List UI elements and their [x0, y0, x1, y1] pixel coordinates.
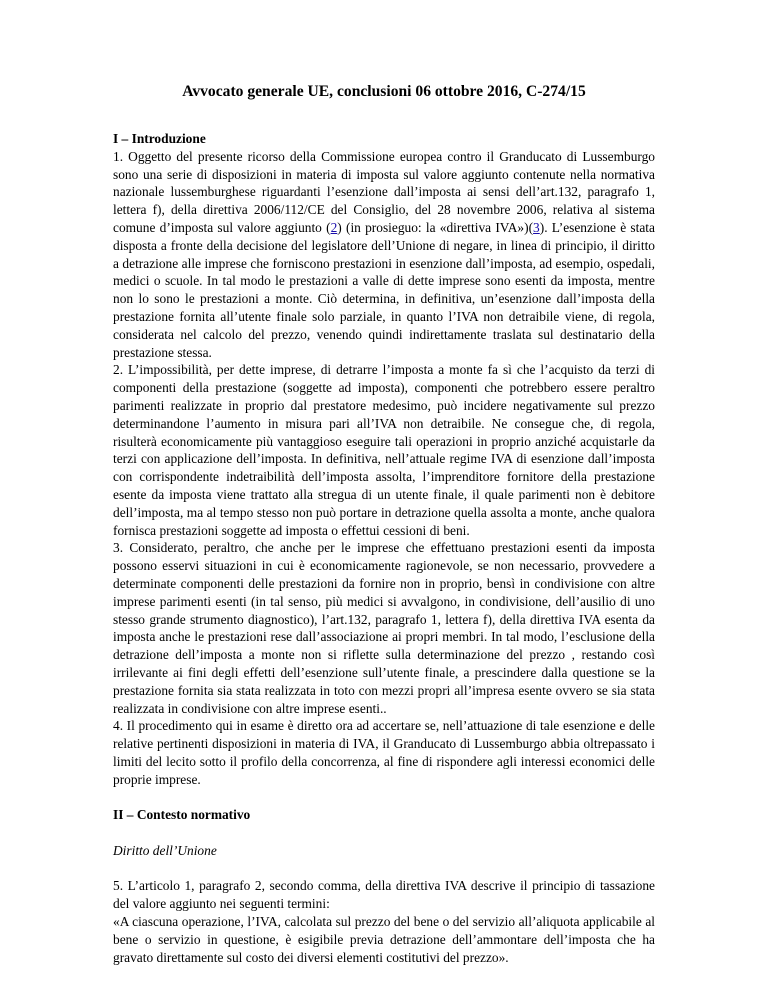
footnote-link-3[interactable]: 3 — [533, 219, 540, 235]
footnote-link-2[interactable]: 2 — [330, 219, 338, 235]
document-page — [113, 82, 655, 966]
section-heading-introduzione: I – Introduzione — [113, 131, 206, 146]
spacer — [113, 824, 655, 842]
paragraph-5-quote: «A ciascuna operazione, l’IVA, calcolata sul prezzo del bene o del servizio all’aliquota applicabile al bene o servizio in questione, è esigibile previa detrazione dell’ammontare dell’imposta che ha gravato direttamente sul costo dei diversi elementi costitutivi del prezzo». — [113, 914, 655, 965]
subsection-heading-diritto-unione: Diritto dell’Unione — [113, 842, 217, 858]
paragraph-1-text-c: ). L’esenzione è stata disposta a fronte della decisione del legislatore dell’Unione di negare, in linea di principio, il diritto a detrazione alle imprese che forniscono prestazioni in esenzione dall’imposta, ad esempio, ospedali, medici o scuole. In tal modo le prestazioni a valle di dette imprese sono esenti da imposta, mentre non lo sono le prestazioni a monte. Ciò determina, in definitiva, un’esenzione dall’imposta della prestazione fornita all’utente finale solo parziale, in quanto l’IVA non detraibile viene, di regola, considerata nel calcolo del prezzo, venendo quindi indirettamente traslata sul destinatario della prestazione stessa. — [113, 219, 655, 360]
paragraph-3: 3. Considerato, peraltro, che anche per le imprese che effettuano prestazioni esenti da imposta possono esservi situazioni in cui è economicamente ragionevole, se non necessario, provvedere a determinate componenti delle prestazioni da fornire non in proprio, bensì in condivisione con altre imprese parimenti esenti (in tal senso, più medici si avvalgono, in condivisione, dell’ausilio di uno stesso grande strumento diagnostico), l’art.132, paragrafo 1, lettera f), della direttiva IVA esenta da imposta anche le prestazioni rese dall’associazione ai propri membri. In tal modo, l’esclusione della detrazione dell’imposta a monte non si riflette sulla determinazione del prezzo , restando così irrilevante ai fini degli effetti dell’esenzione sull’utente finale, a prescindere dalla questione se la prestazione fornita sia stata realizzata in toto con mezzi propri all’impresa esente ovvero se sia stata realizzata in condivisione con altre imprese esenti.. — [113, 540, 655, 716]
paragraph-1 — [113, 148, 655, 362]
paragraph-1-text-b: ) (in prosieguo: la «direttiva IVA»)( — [337, 219, 534, 235]
paragraph-4: 4. Il procedimento qui in esame è diretto ora ad accertare se, nell’attuazione di tale esenzione e delle relative pertinenti disposizioni in materia di IVA, il Granducato di Lussemburgo abbia oltrepassato i limiti del lecito sotto il profilo della concorrenza, al fine di rispondere agli interessi economici delle proprie imprese. — [113, 718, 655, 787]
paragraph-2: 2. L’impossibilità, per dette imprese, di detrarre l’imposta a monte fa sì che l’acquisto da terzi di componenti della prestazione (soggette ad imposta), componenti che potrebbero essere peraltro parimenti realizzate in proprio dal prestatore medesimo, può incidere negativamente sul prezzo determinandone l’aumento in misura pari all’IVA non detraibile. Ne consegue che, di regola, risulterà economicamente più vantaggioso eseguire tali operazioni in proprio anziché acquistarle da terzi con applicazione dell’imposta. In definitiva, nell’attuale regime IVA di esenzione dall’imposta con corrispondente indetraibilità dell’imposta assolta, l’imprenditore fornitore della prestazione esente da imposta viene trattato alla stregua di un utente finale, il quale parimenti non è debitore dell’imposta, ma al tempo stesso non può portare in detrazione quella assolta a monte, anche qualora fornisca prestazioni soggette ad imposta o effettui cessioni di beni. — [113, 362, 655, 538]
document-title: Avvocato generale UE, conclusioni 06 ottobre 2016, C-274/15 — [182, 83, 586, 100]
paragraph-1-text-a: 1. Oggetto del presente ricorso della Commissione europea contro il Granducato di Lussemburgo sono una serie di disposizioni in materia di imposta sul valore aggiunto contenute nella normativa nazionale lussemburghese riguardanti l’esenzione dall’imposta ai sensi dell’art.132, paragrafo 1, lettera f), della direttiva 2006/112/CE del Consiglio, del 28 novembre 2006, relativa al sistema comune d’imposta sul valore aggiunto ( — [113, 148, 655, 235]
spacer — [113, 788, 655, 806]
paragraph-5: 5. L’articolo 1, paragrafo 2, secondo comma, della direttiva IVA descrive il principio di tassazione del valore aggiunto nei seguenti termini: — [113, 878, 655, 912]
spacer — [113, 860, 655, 878]
section-heading-contesto-normativo: II – Contesto normativo — [113, 807, 251, 823]
